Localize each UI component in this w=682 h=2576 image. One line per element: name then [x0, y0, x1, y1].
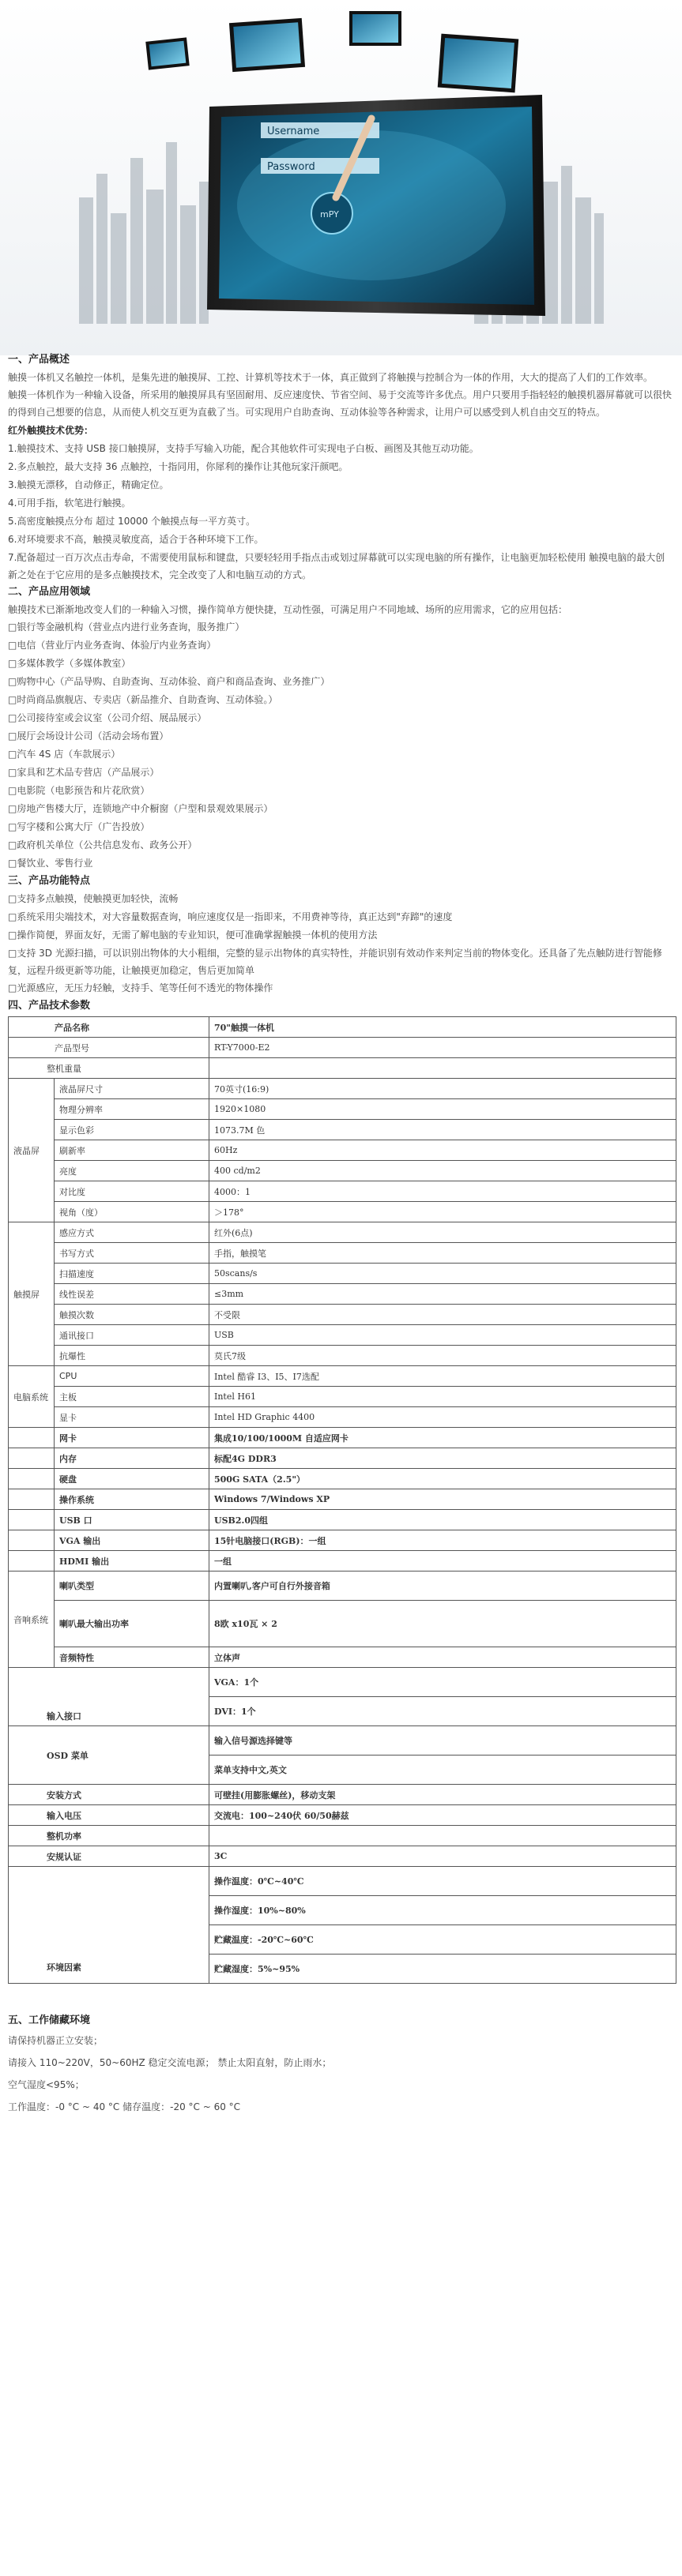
spec-value: 贮藏温度：-20℃~60℃: [209, 1925, 676, 1955]
table-row: [9, 1181, 676, 1202]
spec-value: 一组: [209, 1551, 676, 1572]
feature-item: □支持多点触摸，使触摸更加轻快，流畅: [8, 893, 179, 904]
table-row: [9, 1099, 676, 1120]
table-row: [9, 1202, 676, 1222]
spec-input-label: 输入接口: [9, 1668, 209, 1726]
application-item: □房地产售楼大厅，连锁地产中介橱窗（户型和景观效果展示）: [8, 803, 273, 814]
table-row: [9, 1264, 676, 1284]
spec-value: 红外(6点): [209, 1222, 676, 1243]
spec-group-touch: 触摸屏: [9, 1222, 55, 1366]
spec-value: 手指，触摸笔: [209, 1243, 676, 1264]
spec-label: 对比度: [55, 1181, 209, 1202]
table-row: [9, 1305, 676, 1325]
spec-weight-label: 整机重量: [9, 1058, 209, 1079]
application-item: □展厅会场设计公司（活动会场布置）: [8, 730, 169, 742]
table-row: [9, 1387, 676, 1407]
spec-value: 菜单支持中文,英文: [209, 1756, 676, 1785]
environment-item: 工作温度：-0 °C ~ 40 °C 储存温度：-20 °C ~ 60 °C: [8, 2101, 241, 2112]
spec-label: 喇叭最大输出功率: [55, 1601, 209, 1647]
table-row: [9, 1601, 676, 1647]
spec-value: Intel HD Graphic 4400: [209, 1407, 676, 1428]
spec-value: VGA：1个: [209, 1668, 676, 1697]
table-row: [9, 1551, 676, 1572]
spec-value: 4000：1: [209, 1181, 676, 1202]
spec-osd-label: OSD 菜单: [9, 1726, 209, 1785]
spec-value: 立体声: [209, 1647, 676, 1668]
spec-value: 8欧 x10瓦 × 2: [209, 1601, 676, 1647]
table-row: [9, 1222, 676, 1243]
spec-model-value: RT-Y7000-E2: [209, 1038, 676, 1058]
spec-label: VGA 输出: [55, 1530, 209, 1551]
table-row: [9, 1668, 676, 1697]
spec-value: 60Hz: [209, 1140, 676, 1161]
spec-value: 内置喇叭,客户可自行外接音箱: [209, 1572, 676, 1601]
application-item: □时尚商品旗舰店、专卖店（新品推介、自助查询、互动体验。）: [8, 694, 278, 705]
spec-value: DVI：1个: [209, 1697, 676, 1726]
spec-table: [8, 1016, 676, 1984]
table-row: [9, 1572, 676, 1601]
spec-value: 50scans/s: [209, 1264, 676, 1284]
spec-value: 500G SATA（2.5"）: [209, 1469, 676, 1489]
spec-label: 显示色彩: [55, 1120, 209, 1140]
spec-label: 安装方式: [9, 1785, 209, 1805]
spec-label: 书写方式: [55, 1243, 209, 1264]
application-item: □电影院（电影预告和片花欣赏）: [8, 785, 150, 796]
environment-section: [0, 2012, 682, 2118]
ir-item-2: 2.多点触控，最大支持 36 点触控，十指同用，你犀利的操作让其他玩家汗颜吧。: [8, 461, 349, 472]
hero-banner: [0, 0, 682, 355]
spec-value: 15针电脑接口(RGB)：一组: [209, 1530, 676, 1551]
feature-item: □光源感应，无压力轻触，支持手、笔等任何不透光的物体操作: [8, 982, 273, 993]
spec-label: 感应方式: [55, 1222, 209, 1243]
spec-label: 硬盘: [55, 1469, 209, 1489]
spec-label: CPU: [55, 1366, 209, 1387]
mini-screen-3: [349, 11, 401, 46]
table-row: [9, 1867, 676, 1896]
spec-value: Intel H61: [209, 1387, 676, 1407]
table-row: [9, 1161, 676, 1181]
table-row: [9, 1366, 676, 1387]
spec-value: ≤3mm: [209, 1284, 676, 1305]
spec-value: 操作湿度：10%~80%: [209, 1896, 676, 1925]
table-row: [9, 1510, 676, 1530]
application-item: □公司接待室或会议室（公司介绍、展品展示）: [8, 712, 207, 723]
spec-label: 音频特性: [55, 1647, 209, 1668]
spec-value: ＞178°: [209, 1202, 676, 1222]
spec-value: 400 cd/m2: [209, 1161, 676, 1181]
table-row: [9, 1079, 676, 1099]
spec-header-label: 产品名称: [9, 1017, 209, 1038]
spec-value: Windows 7/Windows XP: [209, 1489, 676, 1510]
spec-value: 莫氏7级: [209, 1346, 676, 1366]
spec-label: HDMI 输出: [55, 1551, 209, 1572]
feature-item: □操作简便，界面友好，无需了解电脑的专业知识，便可准确掌握触摸一体机的使用方法: [8, 929, 378, 941]
spec-label: 整机功率: [9, 1826, 209, 1846]
spec-value: 1920×1080: [209, 1099, 676, 1120]
spec-label: 显卡: [55, 1407, 209, 1428]
spec-label: USB 口: [55, 1510, 209, 1530]
ir-item-6: 6.对环境要求不高，触摸灵敏度高，适合于各种环境下工作。: [8, 534, 264, 545]
table-row: [9, 1726, 676, 1756]
table-row: [9, 1448, 676, 1469]
spec-label: 通讯接口: [55, 1325, 209, 1346]
spec-label: 线性误差: [55, 1284, 209, 1305]
spec-value: 交流电：100~240伏 60/50赫兹: [209, 1805, 676, 1826]
ir-item-1: 1.触摸技术、支持 USB 接口触摸屏，支持手写输入功能，配合其他软件可实现电子白板、画图及其他互动功能。: [8, 443, 479, 454]
application-item: □银行等金融机构（营业点内进行业务查询，服务推广）: [8, 621, 245, 633]
spec-value: Intel 酷睿 I3、I5、I7选配: [209, 1366, 676, 1387]
application-item: □写字楼和公寓大厅（广告投放）: [8, 821, 150, 832]
spec-label: 液晶屏尺寸: [55, 1079, 209, 1099]
ir-item-3: 3.触摸无漂移，自动修正，精确定位。: [8, 479, 169, 490]
spec-value: 贮藏湿度：5%~95%: [209, 1955, 676, 1984]
screen-username-text: Username: [267, 126, 320, 137]
spec-value: 输入信号源选择键等: [209, 1726, 676, 1756]
spec-header-value: 70"触摸一体机: [209, 1017, 676, 1038]
overview-paragraph-2: 触摸一体机作为一种输入设备，所采用的触摸屏具有坚固耐用、反应速度快、节省空间、易于交流等许多优点。用户只要用手指轻轻的触摸机器屏幕就可以很快的得到自己想要的信息，从而使人机交互更为直截了当。可实现用户自助查询、互动体验等各种需求，让用户可以感受到人机自由交互的特点。: [8, 389, 673, 418]
spec-group-pc: 电脑系统: [9, 1366, 55, 1428]
environment-item: 请接入 110~220V，50~60HZ 稳定交流电源； 禁止太阳直射，防止雨水；: [8, 2057, 332, 2068]
table-row: [9, 1243, 676, 1264]
spec-value: 70英寸(16:9): [209, 1079, 676, 1099]
spec-value: 标配4G DDR3: [209, 1448, 676, 1469]
spec-group-lcd: 液晶屏: [9, 1079, 55, 1222]
table-row: [9, 1805, 676, 1826]
spec-value: 3C: [209, 1846, 676, 1867]
application-item: □政府机关单位（公共信息发布、政务公开）: [8, 839, 198, 851]
table-row: [9, 1407, 676, 1428]
spec-label: 刷新率: [55, 1140, 209, 1161]
table-row: [9, 1489, 676, 1510]
ir-item-7: 7.配备超过一百万次点击寿命，不需要使用鼠标和键盘，只要轻轻用手指点击或划过屏幕就可以实现电脑的所有操作，让电脑更加轻松使用 触摸电脑的最大创新之处在于它应用的是多点触摸技术，完全改变了人和电脑互动的方式。: [8, 552, 665, 580]
spec-label: 亮度: [55, 1161, 209, 1181]
spec-label: 触摸次数: [55, 1305, 209, 1325]
mini-screen-4: [438, 34, 519, 93]
spec-label: 喇叭类型: [55, 1572, 209, 1601]
main-display: [207, 95, 545, 316]
spec-weight-value: [209, 1058, 676, 1079]
application-item: □多媒体教学（多媒体教室）: [8, 658, 131, 669]
screen-password-text: Password: [267, 161, 315, 173]
spec-group-audio: 音响系统: [9, 1572, 55, 1668]
table-row: [9, 1038, 676, 1058]
spec-value: 不受限: [209, 1305, 676, 1325]
ir-item-4: 4.可用手指，软笔进行触摸。: [8, 498, 131, 509]
table-row: [9, 1058, 676, 1079]
environment-item: 请保持机器正立安装；: [8, 2035, 104, 2046]
table-row: [9, 1530, 676, 1551]
table-row: [9, 1428, 676, 1448]
spec-value: 操作温度：0℃~40℃: [209, 1867, 676, 1896]
ir-item-5: 5.高密度触摸点分布 超过 10000 个触摸点每一平方英寸。: [8, 516, 256, 527]
table-row: [9, 1120, 676, 1140]
spec-label: 视角（度）: [55, 1202, 209, 1222]
spec-value: USB2.0四组: [209, 1510, 676, 1530]
spec-value: 可壁挂(用膨胀螺丝)，移动支架: [209, 1785, 676, 1805]
spec-label: 操作系统: [55, 1489, 209, 1510]
application-title: 二、产品应用领域: [8, 586, 91, 598]
application-item: □汽车 4S 店（车款展示）: [8, 749, 121, 760]
spec-label: 内存: [55, 1448, 209, 1469]
application-intro: 触摸技术已渐渐地改变人们的一种输入习惯，操作简单方便快捷，互动性强，可满足用户不同地域、场所的应用需求，它的应用包括：: [8, 604, 568, 615]
table-row: [9, 1325, 676, 1346]
mini-screen-2: [229, 18, 305, 72]
table-row: [9, 1647, 676, 1668]
table-row: [9, 1140, 676, 1161]
content: [0, 351, 682, 2118]
spec-value: 1073.7M 色: [209, 1120, 676, 1140]
screen-button-text: mPY: [320, 209, 339, 220]
table-row: [9, 1846, 676, 1867]
application-item: □家具和艺术品专营店（产品展示）: [8, 767, 160, 778]
spec-label: 物理分辨率: [55, 1099, 209, 1120]
spec-value: [209, 1826, 676, 1846]
application-item: □餐饮业、零售行业: [8, 858, 93, 869]
spec-label: 主板: [55, 1387, 209, 1407]
overview-title: 一、产品概述: [8, 354, 70, 366]
spec-env-label: 环境因素: [9, 1867, 209, 1984]
spec-table-wrapper: [0, 1015, 682, 1984]
spec-label: 抗爆性: [55, 1346, 209, 1366]
table-row: [9, 1785, 676, 1805]
table-row: [9, 1826, 676, 1846]
table-row: [9, 1469, 676, 1489]
spec-label: 输入电压: [9, 1805, 209, 1826]
application-item: □电信（营业厅内业务查询、体验厅内业务查询）: [8, 640, 217, 651]
ir-title: 红外触摸技术优势：: [8, 425, 94, 436]
spec-value: USB: [209, 1325, 676, 1346]
table-row: [9, 1017, 676, 1038]
feature-item: □系统采用尖端技术，对大容量数据查询，响应速度仅是一指即来，不用费神等待，真正达到"弃蹄"的速度: [8, 911, 453, 922]
features-title: 三、产品功能特点: [8, 875, 91, 887]
hero-illustration: [0, 0, 682, 355]
spec-label: 网卡: [55, 1428, 209, 1448]
environment-item: 空气湿度<95%；: [8, 2079, 85, 2090]
table-row: [9, 1284, 676, 1305]
spec-model-label: 产品型号: [9, 1038, 209, 1058]
spec-label: 安规认证: [9, 1846, 209, 1867]
environment-title: 五、工作储藏环境: [8, 2015, 91, 2026]
mini-screen-1: [145, 37, 189, 69]
specs-title: 四、产品技术参数: [8, 1000, 91, 1012]
spec-label: 扫描速度: [55, 1264, 209, 1284]
table-row: [9, 1346, 676, 1366]
application-item: □购物中心（产品导购、自助查询、互动体验、商户和商品查询、业务推广）: [8, 676, 330, 687]
feature-item: □支持 3D 光源扫描，可以识别出物体的大小粗细，完整的显示出物体的真实特性，并能识别有效动作来判定当前的物体变化。还具备了先点触防进行智能修复，远程升级更新等功能，让触摸更加稳定，售后更加简单: [8, 948, 662, 976]
overview-paragraph-1: 触摸一体机又名触控一体机，是集先进的触摸屏、工控、计算机等技术于一体，真正做到了将触摸与控制合为一体的作用，大大的提高了人们的工作效率。: [8, 372, 654, 383]
spec-value: 集成10/100/1000M 自适应网卡: [209, 1428, 676, 1448]
